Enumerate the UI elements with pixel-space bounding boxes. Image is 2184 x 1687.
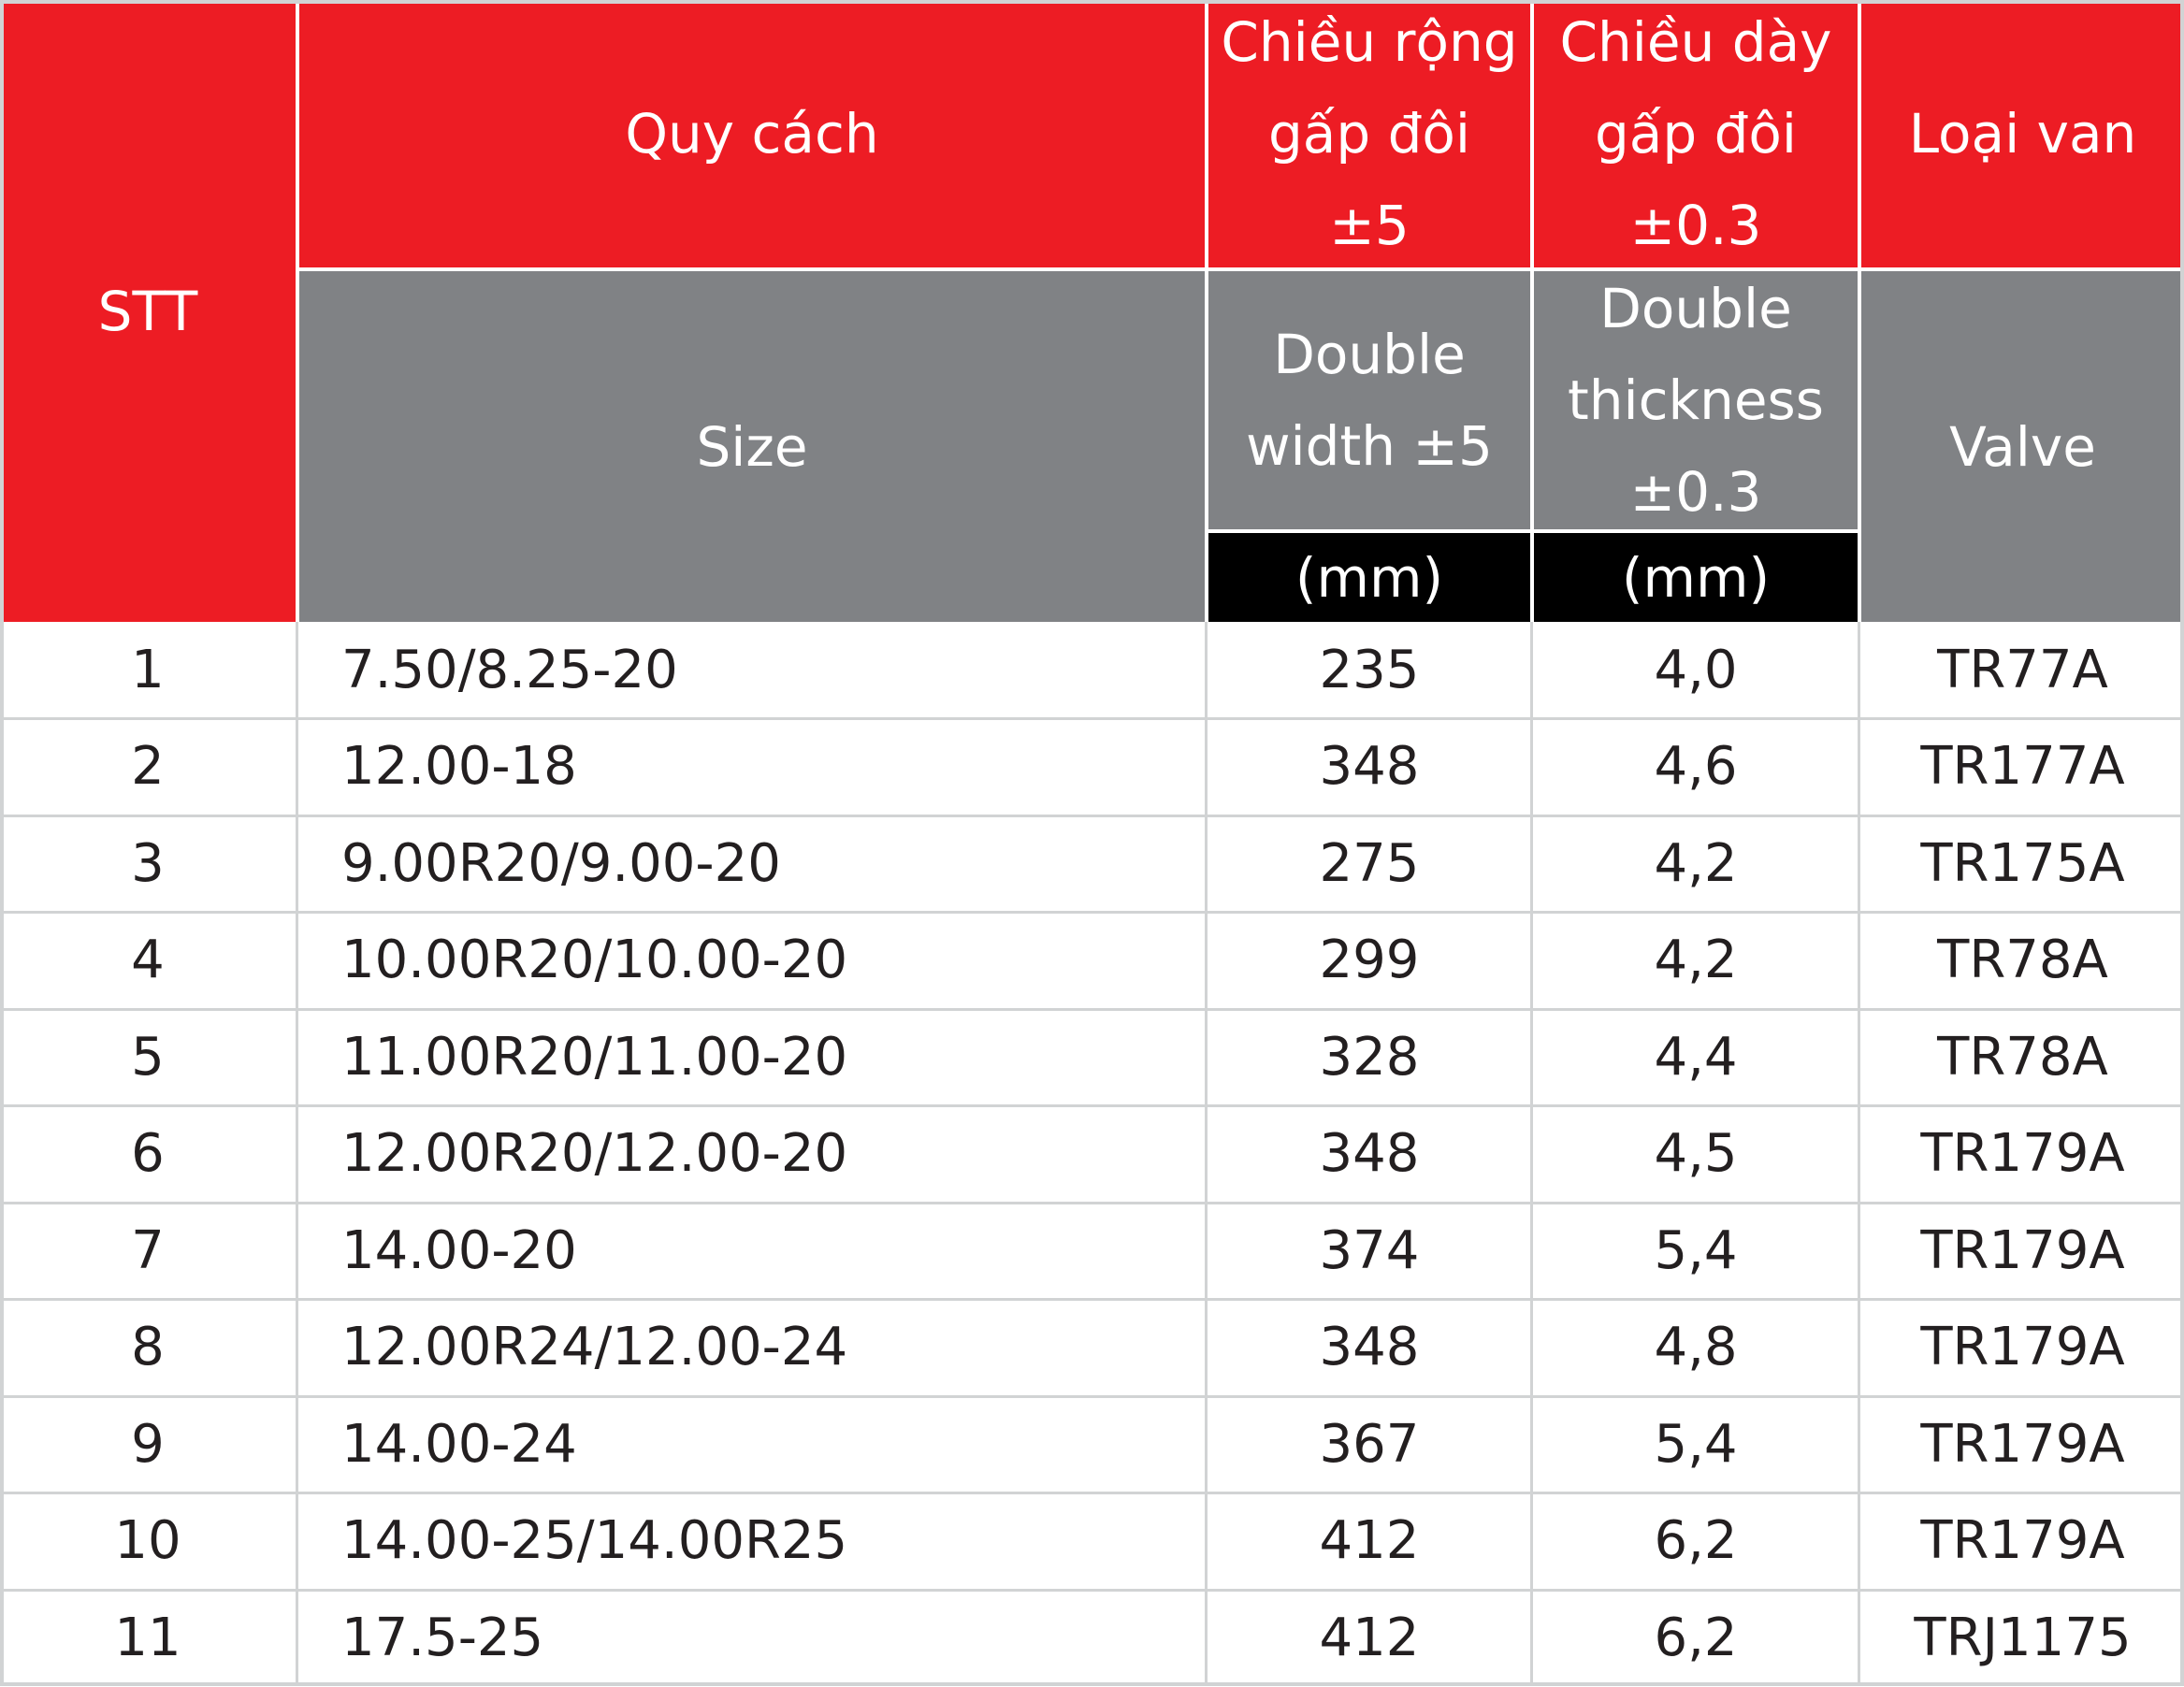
cell-thickness-value: 5,4 (1654, 1219, 1738, 1281)
cell-width (1208, 719, 1530, 816)
cell-size (299, 1300, 1205, 1397)
column-divider (1530, 622, 1533, 1686)
column-divider (296, 622, 298, 1686)
cell-stt-value: 6 (131, 1123, 165, 1185)
cell-thickness-value: 4,5 (1654, 1123, 1738, 1185)
cell-size-value: 17.5-25 (341, 1607, 544, 1668)
header-width-en-line-1: Double (1273, 323, 1466, 386)
cell-size (299, 1106, 1205, 1204)
cell-size (299, 622, 1205, 719)
cell-width-value: 412 (1319, 1607, 1420, 1668)
cell-stt (0, 1493, 296, 1591)
cell-valve-value: TR177A (1920, 736, 2125, 798)
header-valve-en (1861, 271, 2184, 622)
header-valve-en-label: Valve (1949, 414, 2096, 479)
cell-size (299, 1493, 1205, 1591)
cell-stt (0, 1203, 296, 1300)
header-size-vi (299, 0, 1205, 267)
cell-stt (0, 1009, 296, 1106)
header-width-vi (1208, 0, 1530, 267)
cell-thickness-value: 4,0 (1654, 639, 1738, 700)
cell-stt-value: 7 (131, 1219, 165, 1281)
cell-stt (0, 815, 296, 913)
cell-size-value: 14.00-20 (341, 1219, 577, 1281)
cell-width (1208, 1106, 1530, 1204)
cell-thickness-value: 6,2 (1654, 1607, 1738, 1668)
cell-stt (0, 622, 296, 719)
cell-width (1208, 1396, 1530, 1493)
cell-stt (0, 1106, 296, 1204)
cell-size-value: 14.00-25/14.00R25 (341, 1510, 848, 1572)
cell-size-value: 10.00R20/10.00-20 (341, 930, 848, 991)
header-thickness-vi-line-2: gấp đôi (1594, 102, 1798, 166)
cell-size-value: 14.00-24 (341, 1413, 577, 1475)
cell-stt (0, 1396, 296, 1493)
cell-width (1208, 1203, 1530, 1300)
cell-valve (1861, 815, 2184, 913)
cell-stt (0, 1590, 296, 1687)
cell-stt (0, 1300, 296, 1397)
cell-valve-value: TR175A (1920, 832, 2125, 894)
header-size-en-label: Size (696, 414, 808, 479)
cell-size (299, 1203, 1205, 1300)
cell-stt-value: 8 (131, 1317, 165, 1378)
column-divider (1205, 622, 1208, 1686)
cell-valve (1861, 913, 2184, 1010)
header-width-en (1208, 271, 1530, 529)
cell-width-value: 299 (1319, 930, 1420, 991)
cell-thickness (1534, 719, 1858, 816)
header-width-vi-line-3: ±5 (1329, 194, 1410, 257)
cell-size (299, 1590, 1205, 1687)
cell-valve-value: TR179A (1920, 1123, 2125, 1185)
cell-valve (1861, 1009, 2184, 1106)
cell-thickness (1534, 1493, 1858, 1591)
cell-thickness-value: 4,4 (1654, 1026, 1738, 1088)
cell-stt-value: 1 (131, 639, 165, 700)
cell-width (1208, 815, 1530, 913)
header-width-unit-label: (mm) (1294, 545, 1444, 610)
cell-thickness (1534, 1590, 1858, 1687)
cell-thickness (1534, 913, 1858, 1010)
cell-thickness-value: 4,8 (1654, 1317, 1738, 1378)
header-thickness-en-line-2: thickness (1568, 368, 1824, 432)
column-divider (1858, 622, 1860, 1686)
cell-thickness (1534, 1009, 1858, 1106)
cell-stt (0, 719, 296, 816)
cell-valve-value: TR179A (1920, 1413, 2125, 1475)
cell-valve-value: TR179A (1920, 1219, 2125, 1281)
cell-width (1208, 1300, 1530, 1397)
header-thickness-en (1534, 271, 1858, 529)
cell-width-value: 275 (1319, 832, 1420, 894)
header-width-unit (1208, 533, 1530, 622)
cell-size-value: 9.00R20/9.00-20 (341, 832, 781, 894)
header-size-vi-label: Quy cách (625, 102, 879, 166)
header-width-en-line-2: width ±5 (1246, 414, 1493, 478)
cell-valve-value: TR179A (1920, 1317, 2125, 1378)
cell-thickness (1534, 1396, 1858, 1493)
cell-thickness-value: 4,6 (1654, 736, 1738, 798)
cell-valve-value: TRJ1175 (1914, 1607, 2132, 1668)
header-width-vi-line-2: gấp đôi (1267, 102, 1471, 166)
cell-thickness (1534, 815, 1858, 913)
cell-stt-value: 3 (131, 832, 165, 894)
cell-size (299, 719, 1205, 816)
header-valve-vi (1861, 0, 2184, 267)
cell-width-value: 348 (1319, 736, 1420, 798)
header-valve-vi-label: Loại van (1908, 102, 2137, 166)
cell-valve (1861, 1203, 2184, 1300)
cell-size-value: 12.00R24/12.00-24 (341, 1317, 848, 1378)
cell-valve (1861, 1396, 2184, 1493)
cell-width (1208, 1009, 1530, 1106)
cell-thickness (1534, 1203, 1858, 1300)
cell-stt-value: 11 (114, 1607, 181, 1668)
cell-valve-value: TR179A (1920, 1510, 2125, 1572)
header-thickness-unit-label: (mm) (1621, 545, 1771, 610)
cell-size (299, 815, 1205, 913)
cell-stt-value: 5 (131, 1026, 165, 1088)
cell-valve (1861, 719, 2184, 816)
cell-width (1208, 1493, 1530, 1591)
header-stt (0, 0, 296, 622)
cell-thickness-value: 6,2 (1654, 1510, 1738, 1572)
cell-width-value: 348 (1319, 1317, 1420, 1378)
cell-size (299, 1009, 1205, 1106)
cell-thickness (1534, 1300, 1858, 1397)
header-thickness-en-line-3: ±0.3 (1629, 460, 1762, 524)
cell-size-value: 12.00R20/12.00-20 (341, 1123, 848, 1185)
cell-stt-value: 4 (131, 930, 165, 991)
cell-stt-value: 9 (131, 1413, 165, 1475)
cell-thickness-value: 4,2 (1654, 930, 1738, 991)
cell-stt (0, 913, 296, 1010)
cell-width-value: 328 (1319, 1026, 1420, 1088)
cell-size-value: 11.00R20/11.00-20 (341, 1026, 848, 1088)
header-thickness-vi-line-3: ±0.3 (1629, 194, 1762, 257)
cell-stt-value: 2 (131, 736, 165, 798)
cell-valve (1861, 1590, 2184, 1687)
cell-width-value: 367 (1319, 1413, 1420, 1475)
header-size-en (299, 271, 1205, 622)
cell-thickness-value: 4,2 (1654, 832, 1738, 894)
header-width-vi-line-1: Chiều rộng (1221, 10, 1518, 74)
header-thickness-en-line-1: Double (1599, 277, 1792, 340)
cell-valve (1861, 1493, 2184, 1591)
cell-thickness (1534, 1106, 1858, 1204)
cell-width (1208, 1590, 1530, 1687)
cell-valve (1861, 1106, 2184, 1204)
cell-size (299, 1396, 1205, 1493)
header-thickness-vi-line-1: Chiều dày (1559, 10, 1832, 74)
cell-thickness-value: 5,4 (1654, 1413, 1738, 1475)
header-stt-label: STT (97, 279, 198, 343)
cell-width-value: 348 (1319, 1123, 1420, 1185)
cell-size (299, 913, 1205, 1010)
cell-valve (1861, 1300, 2184, 1397)
cell-valve (1861, 622, 2184, 719)
cell-thickness (1534, 622, 1858, 719)
cell-width-value: 374 (1319, 1219, 1420, 1281)
cell-stt-value: 10 (114, 1510, 181, 1572)
cell-valve-value: TR78A (1937, 1026, 2108, 1088)
cell-width-value: 235 (1319, 639, 1420, 700)
cell-size-value: 12.00-18 (341, 736, 577, 798)
header-thickness-vi (1534, 0, 1858, 267)
cell-valve-value: TR78A (1937, 930, 2108, 991)
header-thickness-unit (1534, 533, 1858, 622)
cell-valve-value: TR77A (1937, 639, 2108, 700)
cell-size-value: 7.50/8.25-20 (341, 639, 678, 700)
cell-width (1208, 622, 1530, 719)
cell-width (1208, 913, 1530, 1010)
cell-width-value: 412 (1319, 1510, 1420, 1572)
